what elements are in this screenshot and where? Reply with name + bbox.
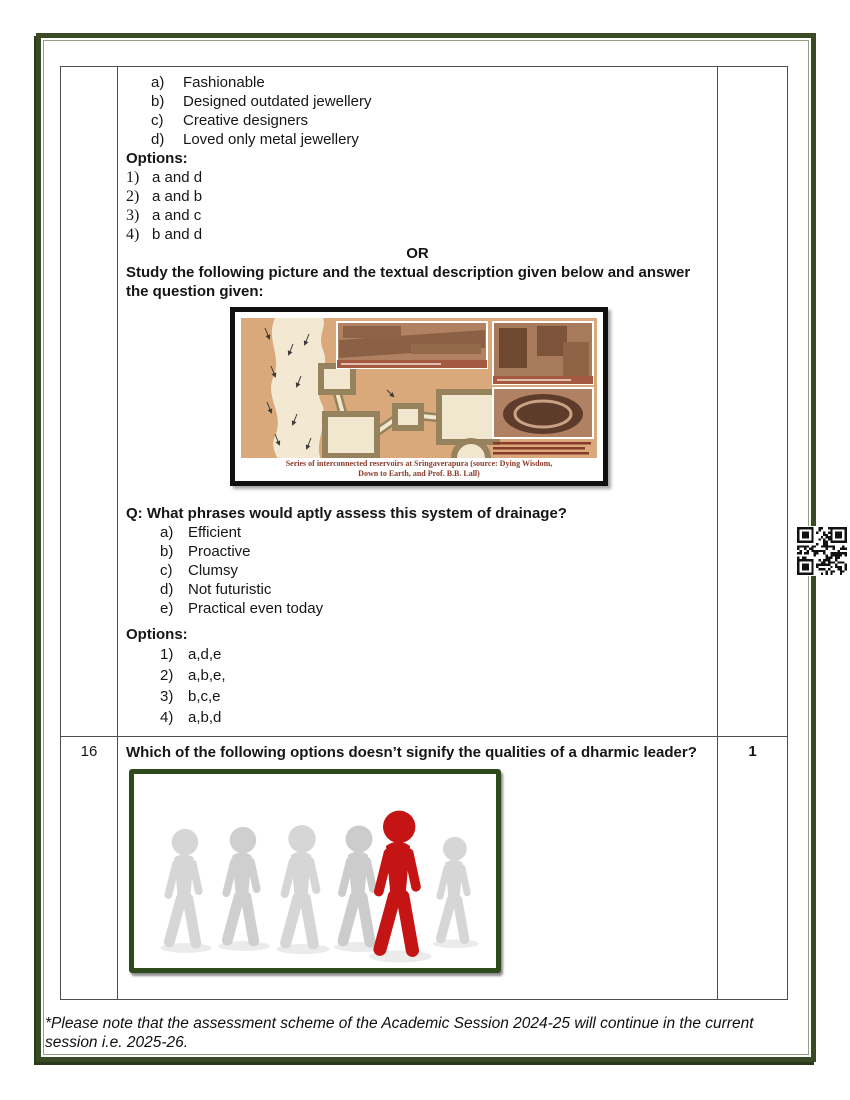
choice-marker: b): [151, 93, 165, 110]
option-text: b,c,e: [188, 688, 221, 705]
question16-number-cell: 16: [61, 737, 118, 999]
choice-text: Clumsy: [188, 562, 239, 579]
red-leader-figure: [369, 811, 431, 963]
option-text: a and d: [152, 169, 203, 186]
choice-text: Proactive: [188, 543, 251, 560]
choice-marker: e): [160, 600, 174, 617]
option-item: [160, 644, 709, 665]
option-text: b and d: [152, 226, 203, 243]
river-band: [271, 318, 325, 458]
option-marker: 4): [126, 226, 140, 243]
choices-list-abcd: [126, 73, 709, 149]
choice-item: [160, 542, 709, 561]
options-list-2: [126, 644, 709, 728]
options-heading-2: Options:: [126, 626, 188, 643]
choice-text: Not futuristic: [188, 581, 272, 598]
option-marker: 3): [160, 688, 174, 705]
option-text: a,b,d: [188, 709, 222, 726]
choice-item: [160, 580, 709, 599]
choice-item: [151, 92, 709, 111]
leader-figures-illustration: [136, 776, 498, 966]
question15-content-cell: [118, 67, 718, 737]
picture-caption-line1: Series of interconnected reservoirs at Sringaverapura (source: Dying Wisdom,: [285, 459, 553, 468]
choice-text: Loved only metal jewellery: [183, 131, 359, 148]
options-heading: Options:: [126, 150, 188, 167]
leader-picture-frame: [129, 769, 501, 973]
marks-cell-empty: [718, 67, 787, 737]
choice-item: [151, 73, 709, 92]
option-text: a,d,e: [188, 646, 222, 663]
choice-marker: b): [160, 543, 174, 560]
option-text: a and b: [152, 188, 203, 205]
choice-item: [160, 561, 709, 580]
option-item: [126, 206, 709, 225]
choice-marker: d): [160, 581, 174, 598]
or-separator: OR: [406, 245, 429, 262]
option-text: a,b,e,: [188, 667, 226, 684]
question16-content-cell: [118, 737, 718, 999]
option-item: [126, 168, 709, 187]
option-item: [160, 665, 709, 686]
photo-inset-top: [337, 322, 487, 368]
question-number-cell-empty: [61, 67, 118, 737]
choice-marker: a): [151, 74, 165, 91]
choice-marker: d): [151, 131, 165, 148]
choice-text: Designed outdated jewellery: [183, 93, 372, 110]
options-list-1: [126, 168, 709, 244]
footnote: *Please note that the assessment scheme of the Academic Session 2024-25 will continue in the current session i.e. 2025-26.: [45, 1015, 754, 1051]
choice-marker: a): [160, 524, 174, 541]
option-item: [126, 225, 709, 244]
grey-figure: [218, 827, 269, 951]
choice-item: [151, 130, 709, 149]
qr-code: [796, 526, 848, 576]
grey-figure: [433, 837, 479, 948]
option-marker: 1): [126, 169, 140, 186]
choice-text: Fashionable: [183, 74, 265, 91]
option-marker: 2): [126, 188, 140, 205]
exam-table: [60, 66, 788, 1000]
question16-marks-cell: 1: [748, 743, 757, 760]
question16-text: Which of the following options doesn’t signify the qualities of a dharmic leader?: [126, 744, 697, 761]
photo-inset-right-top: [493, 322, 593, 384]
option-text: a and c: [152, 207, 202, 224]
sub-question-heading: Q: What phrases would aptly assess this system of drainage?: [126, 505, 567, 522]
choice-item: [160, 599, 709, 618]
option-marker: 4): [160, 709, 174, 726]
option-marker: 1): [160, 646, 174, 663]
option-item: [160, 686, 709, 707]
grey-figure: [277, 825, 330, 954]
picture-caption-line2: Down to Earth, and Prof. B.B. Lall): [358, 469, 480, 478]
sub-choices-list: [126, 523, 709, 618]
choice-text: Efficient: [188, 524, 242, 541]
choice-item: [151, 111, 709, 130]
choice-text: Practical even today: [188, 600, 324, 617]
option-item: [160, 707, 709, 728]
grey-figure: [160, 829, 211, 953]
option-item: [126, 187, 709, 206]
choice-text: Creative designers: [183, 112, 309, 129]
option-marker: 2): [160, 667, 174, 684]
option-marker: 3): [126, 207, 140, 224]
drainage-map-illustration: [241, 318, 597, 458]
drainage-picture-frame: [230, 307, 608, 486]
choice-item: [160, 523, 709, 542]
study-prompt: Study the following picture and the textual description given below and answer the question given:: [126, 264, 691, 300]
choice-marker: c): [151, 112, 164, 129]
picture-caption: [241, 459, 597, 479]
choice-marker: c): [160, 562, 173, 579]
